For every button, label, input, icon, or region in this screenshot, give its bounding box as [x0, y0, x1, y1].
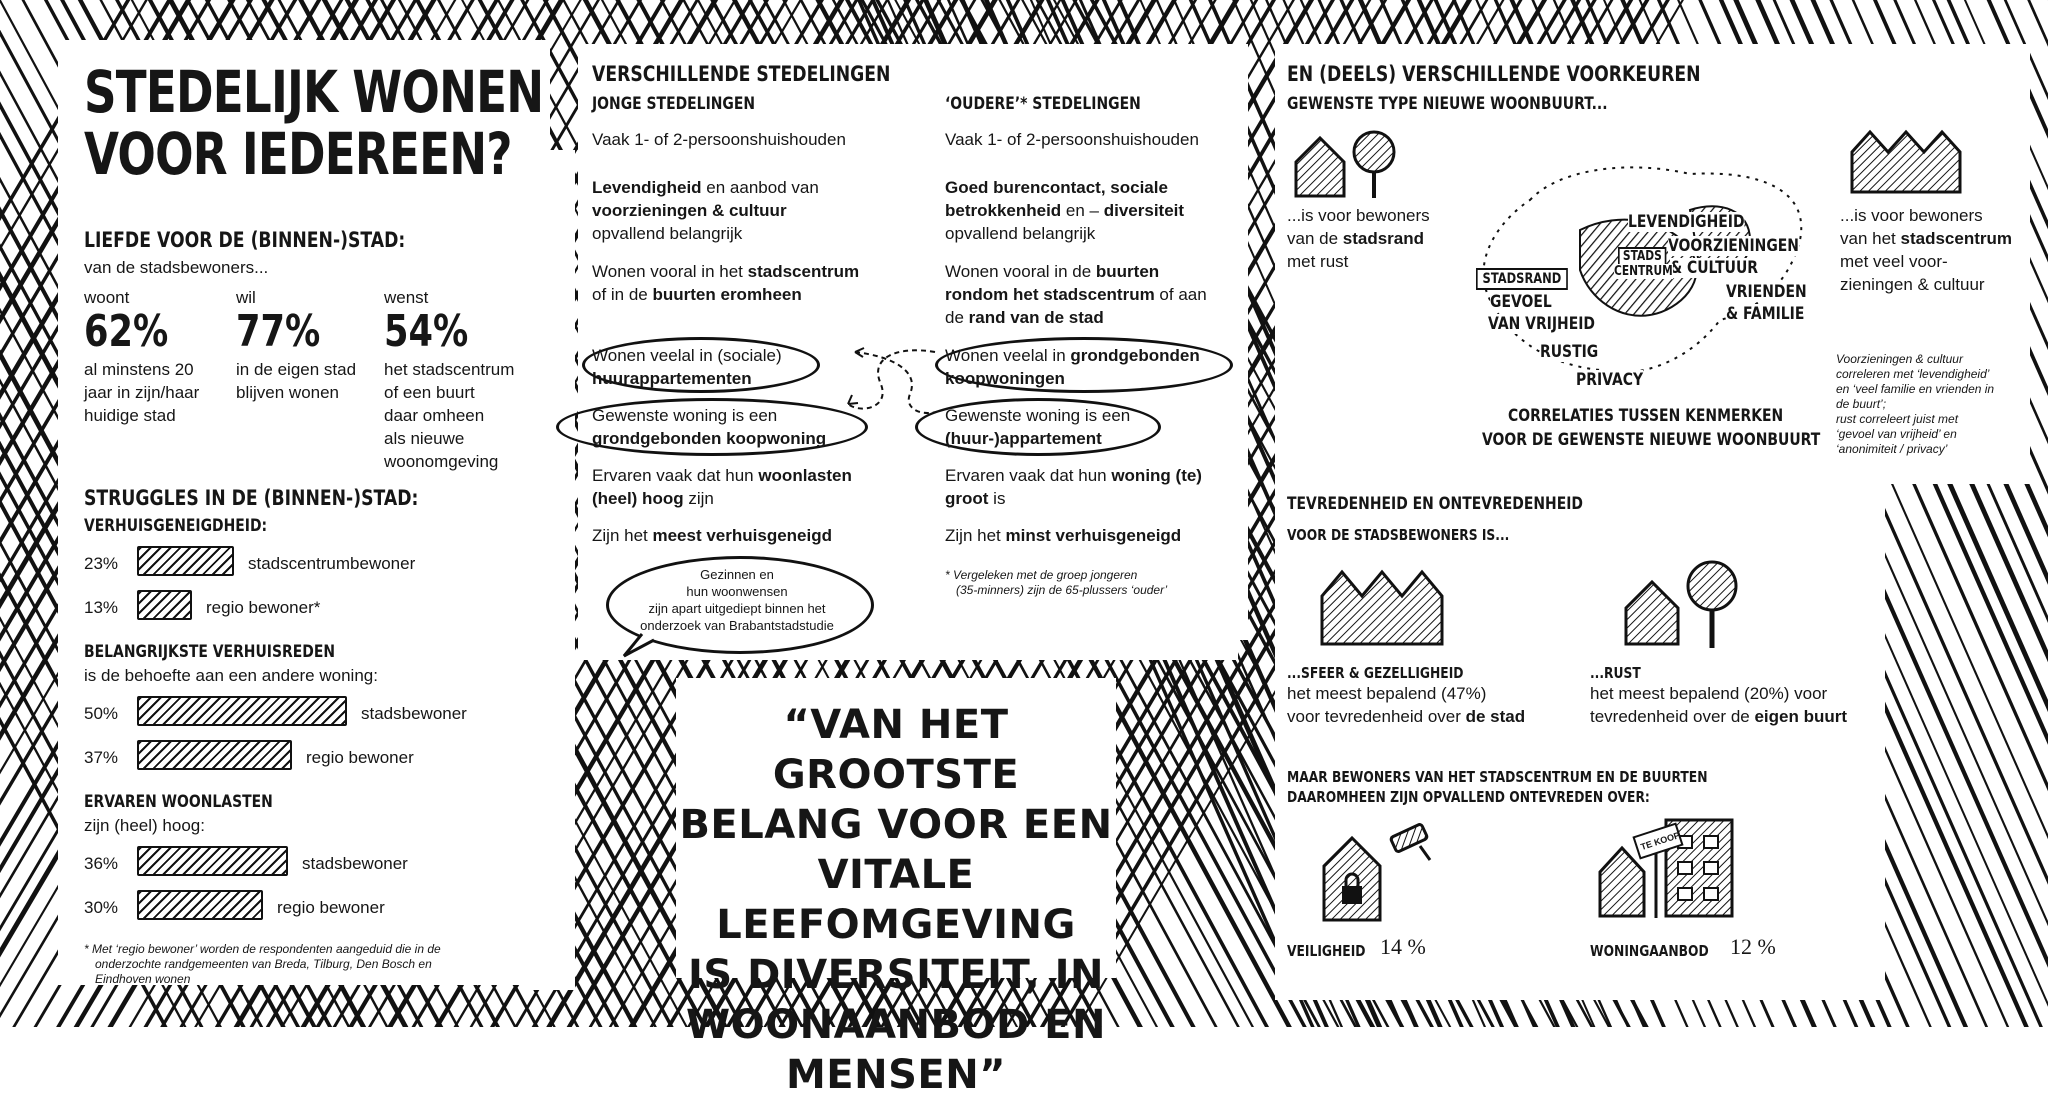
- right-subheading: GEWENSTE TYPE NIEUWE WOONBUURT...: [1287, 94, 1608, 114]
- bar-pct-label: 50%: [84, 704, 119, 723]
- stat-wenst-label: wenst: [384, 288, 429, 307]
- diagram-label-voorzieningen: VOORZIENINGEN: [1668, 236, 1799, 256]
- housing-costs-subtitle: zijn (heel) hoog:: [84, 816, 205, 835]
- bar-moving-region: [137, 590, 192, 620]
- young-liveliness: Levendigheid en aanbod van voorzieningen & cultuur opvallend belangrijk: [592, 178, 819, 243]
- safety-label: VEILIGHEID: [1287, 942, 1366, 960]
- old-household: Vaak 1- of 2-persoonshuishouden: [945, 130, 1199, 149]
- stat-wil-label: wil: [236, 288, 256, 307]
- diagram-label-rustig: RUSTIG: [1540, 342, 1599, 362]
- stat-wenst-desc: het stadscentrum of een buurt daar omheen als nieuwe woonomgeving: [384, 360, 515, 471]
- bar-costs-city: [137, 846, 288, 876]
- young-housing: Wonen veelal in (sociale) huurappartementen: [592, 346, 782, 388]
- row-houses-icon: [1318, 566, 1458, 648]
- stat-woont-desc: al minstens 20 jaar in zijn/haar huidige stad: [84, 360, 200, 425]
- edge-residents-text: ...is voor bewoners van de stadsrand met rust: [1287, 206, 1430, 271]
- bar-moving-city-centre: [137, 546, 234, 576]
- for-sale-houses-icon: [1596, 812, 1746, 926]
- moving-reason-title: BELANGRIJKSTE VERHUISREDEN: [84, 642, 336, 662]
- old-housing: Wonen veelal in grondgebonden koopwoningen: [945, 346, 1200, 388]
- young-desired-home: Gewenste woning is een grondgebonden koopwoning: [592, 406, 827, 448]
- lock-house-camera-icon: [1320, 820, 1440, 926]
- correlation-caption-line2: VOOR DE GEWENSTE NIEUWE WOONBUURT: [1482, 430, 1821, 450]
- diagram-label-familie: & FAMILIE: [1726, 304, 1805, 324]
- satisfaction-heading: TEVREDENHEID EN ONTEVREDENHEID: [1287, 494, 1583, 514]
- bar-label: regio bewoner*: [206, 598, 321, 617]
- col-young-heading: JONGE STEDELINGEN: [592, 94, 756, 114]
- housing-supply-percentage: 12 %: [1730, 934, 1776, 959]
- housing-costs-title: ERVAREN WOONLASTEN: [84, 792, 273, 812]
- swap-arrows: [840, 342, 950, 422]
- diagram-label-gevoel: GEVOEL: [1490, 292, 1552, 312]
- bar-pct-label: 37%: [84, 748, 119, 767]
- main-title-line2: VOOR IEDEREEN?: [84, 120, 512, 188]
- bar-reason-city: [137, 696, 347, 726]
- satisfaction-subheading: VOOR DE STADSBEWONERS IS...: [1287, 526, 1510, 544]
- young-household: Vaak 1- of 2-persoonshuishouden: [592, 130, 846, 149]
- moving-tendency-title: VERHUISGENEIGDHEID:: [84, 516, 268, 536]
- bar-pct-label: 30%: [84, 898, 119, 917]
- old-desired-home: Gewenste woning is een (huur-)appartement: [945, 406, 1131, 448]
- middle-footnote: * Vergeleken met de groep jongeren (35-minners) zijn de 65-plussers ‘ouder’: [945, 568, 1168, 597]
- love-subtitle: van de stadsbewoners...: [84, 258, 269, 277]
- dissatisfaction-line1: MAAR BEWONERS VAN HET STADSCENTRUM EN DE BUURTEN: [1287, 768, 1708, 786]
- correlation-note: Voorzieningen & cultuur correleren met ‘levendigheid’ en ‘veel familie en vrienden in de buurt’; rust correleert juist met ‘gevoel van vrijheid’ en ‘anonimiteit / privacy’: [1836, 352, 1995, 456]
- young-costs: Ervaren vaak dat hun woonlasten (heel) hoog zijn: [592, 466, 852, 508]
- left-footnote: * Met ‘regio bewoner’ worden de respondenten aangeduid die in de onderzochte randgemeenten van Breda, Tilburg, Den Bosch en Eindhoven wonen: [84, 942, 441, 986]
- stat-woont-label: woont: [84, 288, 130, 307]
- bar-pct-label: 13%: [84, 598, 119, 617]
- row-houses-icon: [1848, 126, 1968, 196]
- old-costs: Ervaren vaak dat hun woning (te) groot is: [945, 466, 1202, 508]
- stat-wenst-value: 54%: [384, 306, 469, 357]
- stat-wil-value: 77%: [236, 306, 321, 357]
- bar-pct-label: 23%: [84, 554, 119, 573]
- bar-label: stadsbewoner: [361, 704, 467, 723]
- calm-heading: ...RUST: [1590, 664, 1641, 682]
- families-bubble-text: Gezinnen en hun woonwensen zijn apart uitgediept binnen het onderzoek van Brabantstadstudie: [640, 567, 834, 633]
- bar-label: stadscentrumbewoner: [248, 554, 416, 573]
- diagram-sign-stads: STADS: [1618, 247, 1667, 266]
- stat-wil-desc: in de eigen stad blijven wonen: [236, 360, 357, 402]
- moving-reason-subtitle: is de behoefte aan een andere woning:: [84, 666, 378, 685]
- diagram-label-levendigheid: LEVENDIGHEID: [1628, 212, 1745, 232]
- bar-label: regio bewoner: [306, 748, 414, 767]
- housing-supply-label: WONINGAANBOD: [1590, 942, 1709, 960]
- diagram-label-privacy: PRIVACY: [1576, 370, 1644, 390]
- atmosphere-heading: ...SFEER & GEZELLIGHEID: [1287, 664, 1464, 682]
- old-social-contact: Goed burencontact, sociale betrokkenheid en – diversiteit opvallend belangrijk: [945, 178, 1185, 243]
- house-tree-icon: [1622, 556, 1742, 652]
- diagram-label-vrijheid: VAN VRIJHEID: [1488, 314, 1595, 334]
- house-tree-icon: [1292, 126, 1402, 206]
- bar-reason-region: [137, 740, 292, 770]
- diagram-label-cultuur: & CULTUUR: [1670, 258, 1759, 278]
- old-location: Wonen vooral in de buurten rondom het stadscentrum of aan de rand van de stad: [945, 262, 1207, 327]
- bar-costs-region: [137, 890, 263, 920]
- atmosphere-block: ...SFEER & GEZELLIGHEID het meest bepalend (47%) voor tevredenheid over de stad: [1287, 664, 1526, 726]
- bar-label: regio bewoner: [277, 898, 385, 917]
- diagram-label-vrienden: VRIENDEN: [1726, 282, 1807, 302]
- for-sale-sign-text: TE KOOP: [1639, 829, 1682, 853]
- left-panel-notch: [520, 150, 575, 990]
- quote-text: “VAN HET GROOTSTE BELANG VOOR EEN VITALE LEEFOMGEVING IS DIVERSITEIT, IN WOONAANBOD EN MENSEN”: [679, 702, 1113, 1098]
- old-moving: Zijn het minst verhuisgeneigd: [945, 526, 1182, 545]
- centre-residents-text: ...is voor bewoners van het stadscentrum met veel voor- zieningen & cultuur: [1840, 206, 2012, 294]
- right-heading: EN (DEELS) VERSCHILLENDE VOORKEUREN: [1287, 62, 1701, 86]
- love-heading: LIEFDE VOOR DE (BINNEN-)STAD:: [84, 228, 406, 252]
- middle-heading: VERSCHILLENDE STEDELINGEN: [592, 62, 891, 86]
- calm-block: ...RUST het meest bepalend (20%) voor tevredenheid over de eigen buurt: [1590, 664, 1848, 726]
- correlation-caption-line1: CORRELATIES TUSSEN KENMERKEN: [1508, 406, 1784, 426]
- diagram-sign-centrum: CENTRUM: [1614, 264, 1673, 279]
- col-old-heading: ‘OUDERE’* STEDELINGEN: [945, 94, 1141, 114]
- dissatisfaction-line2: DAAROMHEEN ZIJN OPVALLEND ONTEVREDEN OVER:: [1287, 788, 1650, 806]
- diagram-sign-stadsrand: STADSRAND: [1476, 268, 1568, 290]
- young-location: Wonen vooral in het stadscentrum of in de buurten eromheen: [592, 262, 860, 304]
- bubble-tail: [620, 630, 660, 660]
- young-moving: Zijn het meest verhuisgeneigd: [592, 526, 832, 545]
- bar-label: stadsbewoner: [302, 854, 408, 873]
- safety-percentage: 14 %: [1380, 934, 1426, 959]
- main-title-line1: STEDELIJK WONEN: [84, 58, 544, 126]
- bar-pct-label: 36%: [84, 854, 119, 873]
- struggles-heading: STRUGGLES IN DE (BINNEN-)STAD:: [84, 486, 419, 510]
- stat-woont-value: 62%: [84, 306, 169, 357]
